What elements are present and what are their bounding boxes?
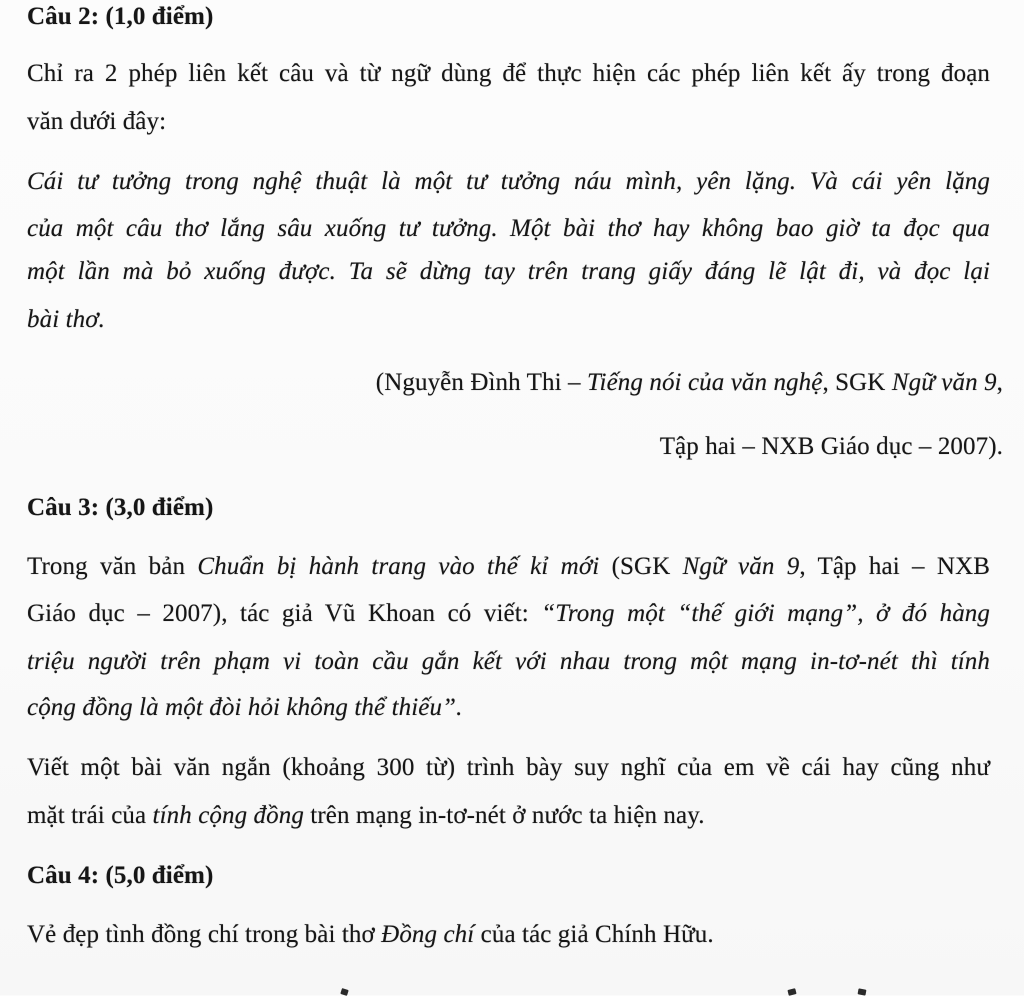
quoted-passage-line-4 [27, 303, 990, 339]
text-run: của một câu thơ lắng sâu xuống tư tưởng. Một bài thơ hay không bao giờ ta đọc qua [27, 215, 990, 242]
quoted-passage-line-3 [27, 255, 990, 291]
text-run: Ngữ văn 9 [891, 369, 997, 396]
text-run: của tác giả Chính Hữu. [474, 921, 714, 948]
quoted-passage-line-2 [27, 212, 990, 248]
question-3-text-line-3 [27, 645, 990, 681]
question-3-task-line-2 [27, 799, 990, 835]
question-3-task-line-1 [27, 751, 990, 787]
question-4-text [27, 918, 990, 954]
text-run: Trong văn bản [27, 553, 198, 580]
text-run: một lần mà bỏ xuống được. Ta sẽ dừng tay trên trang giấy đáng lẽ lật đi, và đọc lại [27, 258, 990, 285]
text-run: Vẻ đẹp tình đồng chí trong bài thơ [27, 921, 382, 948]
text-run: văn dưới đây: [27, 108, 167, 135]
text-run: Viết một bài văn ngắn (khoảng 300 từ) trình bày suy nghĩ của em về cái hay cũng như [27, 754, 990, 781]
question-2-instruction-line-1 [27, 57, 990, 93]
text-run: , SGK [822, 369, 892, 396]
quoted-passage-line-1 [27, 165, 990, 201]
text-run: triệu người trên phạm vi toàn cầu gắn kết với nhau trong một mạng in-tơ-nét thì tính [27, 648, 990, 675]
question-3-text-line-4 [27, 691, 990, 727]
question-2-instruction-line-2 [27, 105, 990, 141]
text-run: Câu 2: (1,0 điểm) [27, 3, 214, 30]
citation-line-2 [27, 430, 1003, 466]
question-3-text-line-2 [27, 597, 990, 633]
text-run: “Trong một “thế giới mạng”, ở đó hàng [541, 600, 990, 627]
text-run: Giáo dục – 2007), tác giả Vũ Khoan có viết: [27, 600, 542, 627]
text-run: Tiếng nói của văn nghệ [586, 369, 823, 396]
text-run: tính cộng đồng [152, 802, 304, 829]
text-run: , [996, 369, 1003, 396]
question-2-heading [27, 0, 990, 36]
question-3-text-line-1 [27, 550, 990, 586]
text-run: mặt trái của [27, 802, 153, 829]
text-run: Chỉ ra 2 phép liên kết câu và từ ngữ dùng để thực hiện các phép liên kết ấy trong đoạn [27, 60, 990, 87]
text-run: Câu 3: (3,0 điểm) [27, 494, 214, 521]
text-run: , Tập hai – NXB [799, 553, 991, 580]
text-run: cộng đồng là một đòi hỏi không thể thiếu”. [27, 694, 463, 721]
text-run: Chuẩn bị hành trang vào thế kỉ mới [197, 553, 600, 580]
text-run: Ngữ văn 9 [682, 553, 800, 580]
question-4-heading [27, 859, 990, 895]
text-run: (SGK [599, 553, 683, 580]
citation-line-1 [27, 366, 1003, 402]
question-3-heading [27, 491, 990, 527]
text-run: Đồng chí [381, 921, 475, 948]
text-run: Tập hai – NXB Giáo dục – 2007). [659, 433, 1003, 460]
text-run: (Nguyễn Đình Thi – [375, 369, 587, 396]
text-run: Cái tư tưởng trong nghệ thuật là một tư tưởng náu mình, yên lặng. Và cái yên lặng [27, 168, 990, 195]
text-run: trên mạng in-tơ-nét ở nước ta hiện nay. [303, 802, 705, 829]
text-run: bài thơ. [27, 306, 106, 333]
text-run: Câu 4: (5,0 điểm) [27, 862, 214, 889]
